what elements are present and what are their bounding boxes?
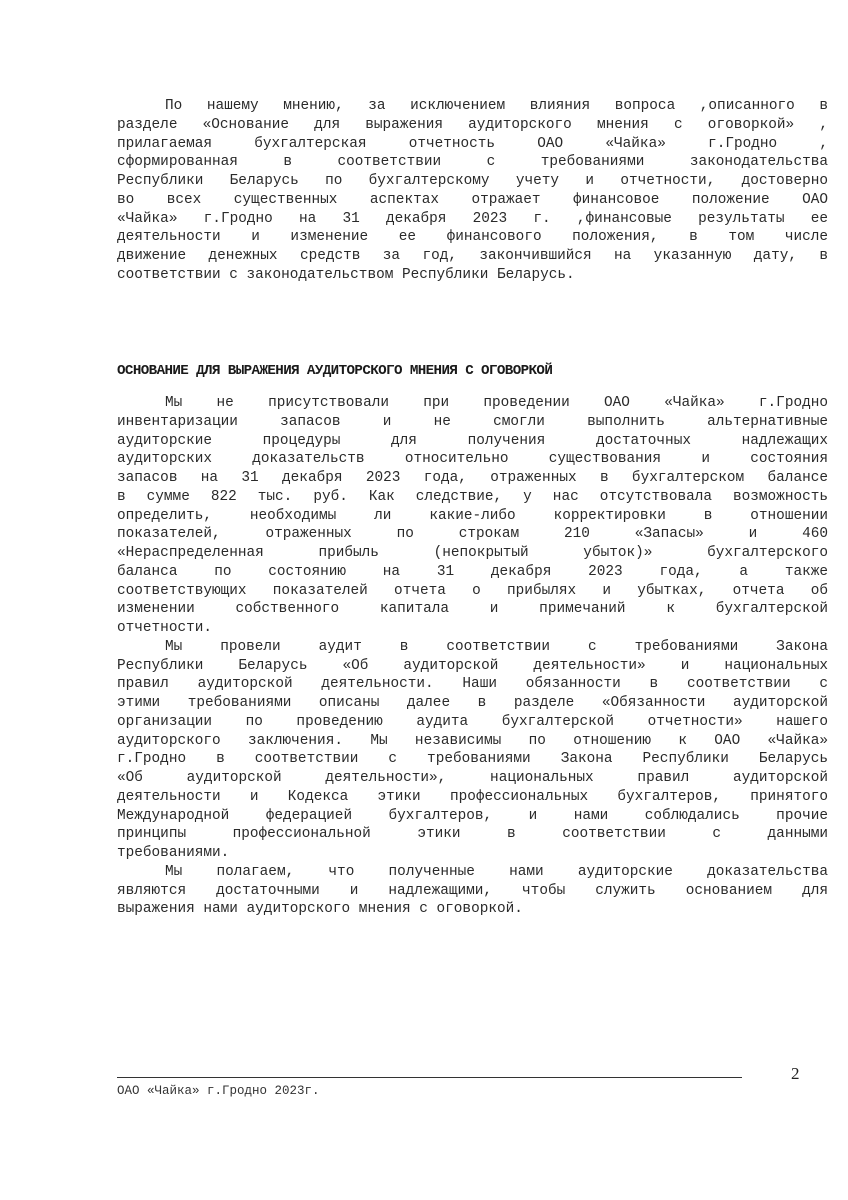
text-line: изменении собственного капитала и примечаний к бухгалтерской: [117, 601, 828, 618]
basis-section: [117, 394, 828, 919]
text-line: «Чайка» г.Гродно на 31 декабря 2023 г. ,финансовые результаты ее: [117, 210, 828, 227]
text-line: соответствии с законодательством Республики Беларусь.: [117, 266, 575, 283]
text-line: во всех существенных аспектах отражает финансовое положение ОАО: [117, 191, 828, 208]
page-number: 2: [791, 1064, 800, 1083]
text-line: баланса по состоянию на 31 декабря 2023 года, а также: [117, 563, 828, 580]
text-line: принципы профессиональной этики в соответствии с данными: [117, 826, 828, 843]
footer-divider: [117, 1077, 742, 1078]
footer-text: ОАО «Чайка» г.Гродно 2023г.: [117, 1084, 320, 1098]
text-line: движение денежных средств за год, закончившийся на указанную дату, в: [117, 248, 828, 264]
basis-paragraph-1: [117, 394, 828, 638]
text-line: отчетности.: [117, 620, 212, 636]
text-line: прилагаемая бухгалтерская отчетность ОАО «Чайка» г.Гродно ,: [117, 135, 828, 152]
text-line: организации по проведению аудита бухгалтерской отчетности» нашего: [117, 713, 828, 730]
text-line: выражения нами аудиторского мнения с оговоркой.: [117, 901, 523, 918]
text-line: Международной федерацией бухгалтеров, и нами соблюдались прочие: [117, 807, 828, 824]
text-line: Мы полагаем, что полученные нами аудиторские доказательства: [165, 863, 828, 880]
text-line: г.Гродно в соответствии с требованиями Закона Республики Беларусь: [117, 751, 828, 768]
text-line: деятельности и изменение ее финансового положения, в том числе: [117, 229, 828, 246]
section-heading: ОСНОВАНИЕ ДЛЯ ВЫРАЖЕНИЯ АУДИТОРСКОГО МНЕНИЯ С ОГОВОРКОЙ: [117, 363, 553, 379]
text-line: Республики Беларусь по бухгалтерскому учету и отчетности, достоверно: [117, 173, 828, 189]
text-line: этими требованиями описаны далее в разделе «Обязанности аудиторской: [117, 695, 828, 711]
text-line: По нашему мнению, за исключением влияния вопроса ,описанного в: [165, 98, 828, 114]
text-line: в сумме 822 тыс. руб. Как следствие, у нас отсутствовала возможность: [117, 488, 828, 505]
text-line: являются достаточными и надлежащими, чтобы служить основанием для: [117, 882, 828, 899]
text-line: Мы не присутствовали при проведении ОАО «Чайка» г.Гродно: [165, 395, 828, 411]
text-line: деятельности и Кодекса этики профессиональных бухгалтеров, принятого: [117, 788, 828, 805]
text-line: «Об аудиторской деятельности», национальных правил аудиторской: [117, 770, 828, 786]
basis-paragraph-3: [117, 863, 828, 919]
text-line: определить, необходимы ли какие-либо корректировки в отношении: [117, 507, 828, 524]
text-line: инвентаризации запасов и не смогли выполнить альтернативные: [117, 413, 828, 430]
text-line: сформированная в соответствии с требованиями законодательства: [117, 154, 828, 171]
text-line: «Нераспределенная прибыль (непокрытый убыток)» бухгалтерского: [117, 545, 828, 561]
text-line: требованиями.: [117, 845, 230, 861]
basis-paragraph-2: [117, 638, 828, 863]
text-line: Мы провели аудит в соответствии с требованиями Закона: [165, 638, 828, 655]
opinion-paragraph: [117, 97, 828, 285]
text-line: правил аудиторской деятельности. Наши обязанности в соответствии с: [117, 676, 828, 693]
text-line: запасов на 31 декабря 2023 года, отраженных в бухгалтерском балансе: [117, 470, 828, 486]
text-line: соответствующих показателей отчета о прибылях и убытках, отчета об: [117, 582, 828, 599]
text-line: аудиторских доказательств относительно существования и состояния: [117, 451, 828, 468]
text-line: показателей, отраженных по строкам 210 «Запасы» и 460: [117, 526, 828, 543]
text-line: аудиторские процедуры для получения достаточных надлежащих: [117, 432, 828, 449]
text-line: Республики Беларусь «Об аудиторской деятельности» и национальных: [117, 657, 828, 674]
text-line: аудиторского заключения. Мы независимы по отношению к ОАО «Чайка»: [117, 732, 828, 749]
text-line: разделе «Основание для выражения аудиторского мнения с оговоркой» ,: [117, 116, 828, 133]
